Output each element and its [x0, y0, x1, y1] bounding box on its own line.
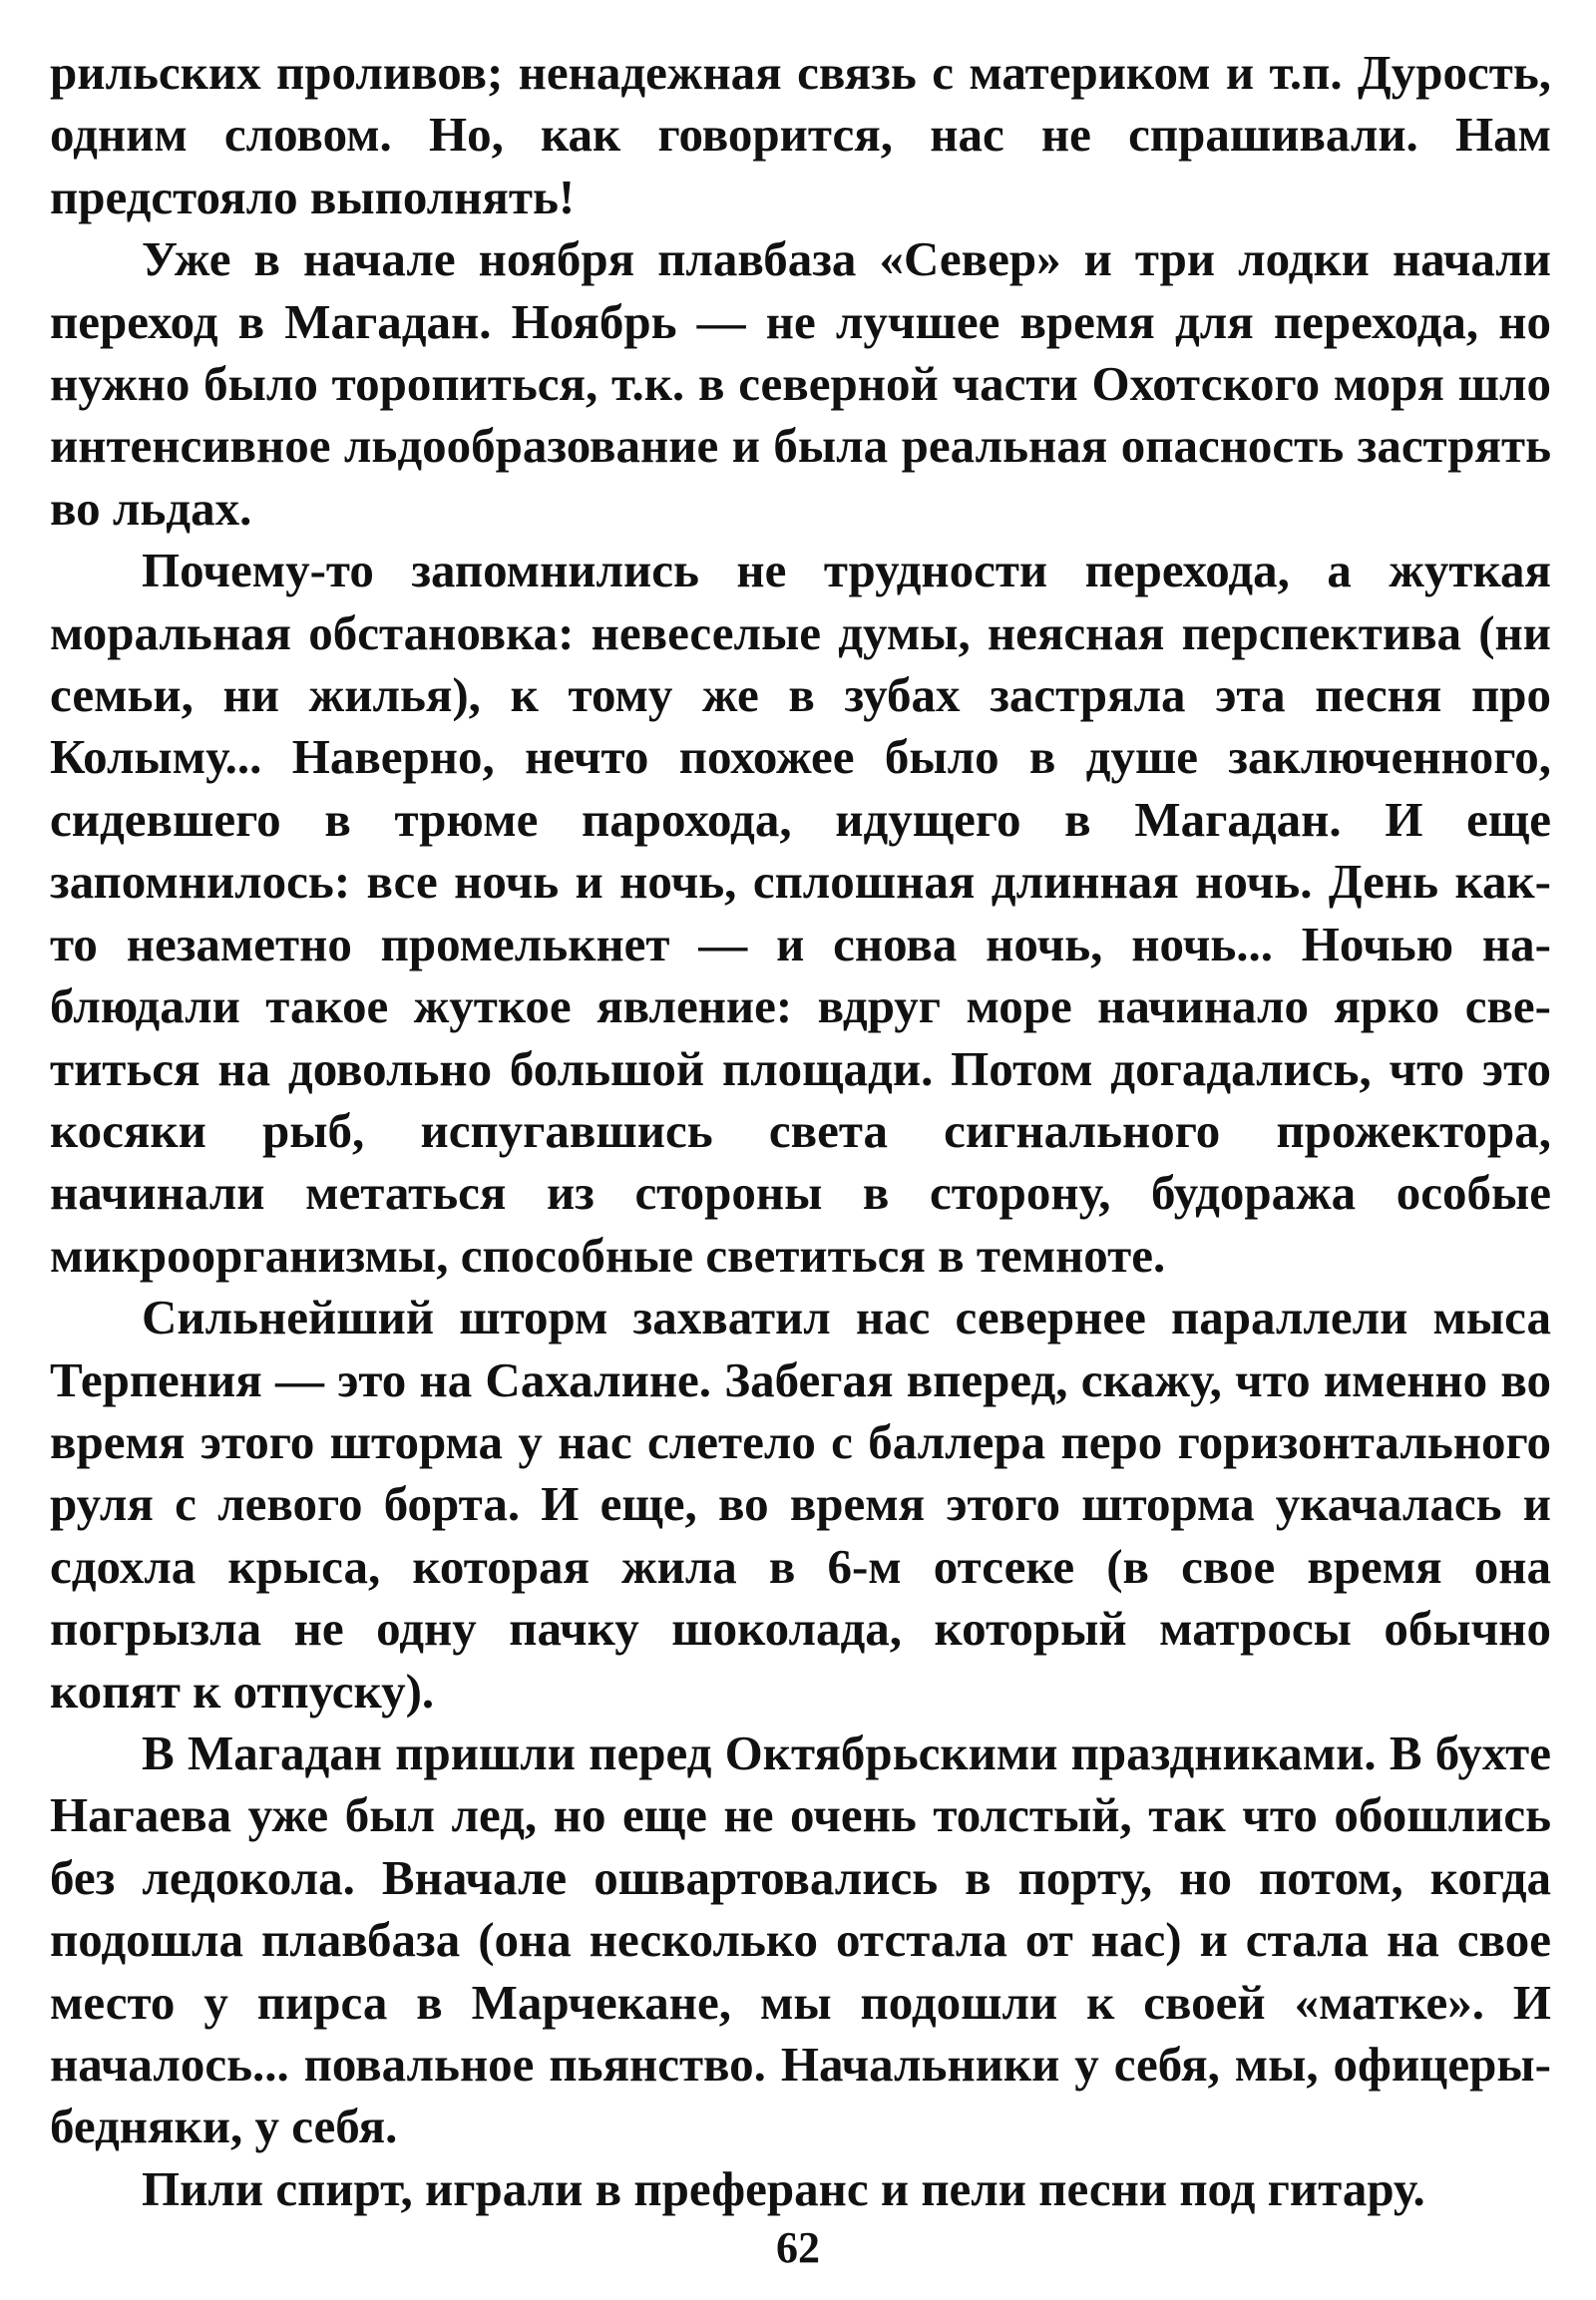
page-text-body [50, 42, 1551, 2220]
paragraph-1: рильских проливов; ненадежная связь с материком и т.п. Дурость, одним словом. Но, как говорится, нас не спрашивали. Нам предстояло выполнять! [50, 45, 1551, 224]
paragraph-6: Пили спирт, играли в преферанс и пели песни под гитару. [142, 2160, 1425, 2216]
page-number: 62 [776, 2223, 820, 2272]
paragraph-2: Уже в начале ноября плавбаза «Север» и три лодки начали переход в Магадан. Ноябрь — не лучшее время для перехода, но нужно было торопиться, т.к. в северной части Охотского моря шло интенсивное льдообразование и была реальная опасность застрять во льдах. [50, 231, 1551, 536]
paragraph-5: В Магадан пришли перед Октябрьскими праздниками. В бухте Нагаева уже был лед, но еще не очень толстый, так что обошлись без ледокола. Вначале ошвартовались в порту, но потом, когда подошла плавбаза (она несколько отстала от нас) и стала на свое место у пирса в Марчекане, мы подошли к своей «матке». И началось... повальное пьянство. Начальники у себя, мы, офицеры-бедняки, у себя. [50, 1725, 1551, 2154]
paragraph-4: Сильнейший шторм захватил нас севернее параллели мыса Терпения — это на Сахалине. Забегая вперед, скажу, что именно во время этого шторма у нас слетело с баллера перо горизонтального руля с левого борта. И еще, во время этого шторма укачалась и сдохла крыса, которая жила в 6-м отсеке (в свое время она погрызла не одну пачку шоколада, который матросы обычно копят к отпуску). [50, 1290, 1551, 1719]
paragraph-3: Почему-то запомнились не трудности перехода, а жуткая моральная обстановка: невеселые думы, неясная перспектива (ни семьи, ни жилья), к тому же в зубах застряла эта песня про Колыму... Наверно, нечто похожее было в душе заключенного, сидевшего в трюме парохода, идущего в Магадан. И еще запомнилось: все ночь и ночь, сплошная длинная ночь. День как-то незаметно промелькнет — и снова ночь, ночь... Ночью наблюдали такое жуткое явление: вдруг море начинало ярко светиться на довольно большой площади. Потом догадались, что это косяки рыб, испугавшись света сигнального прожектора, начинали метаться из стороны в сторону, будоража особые микроорганизмы, способные светиться в темноте. [50, 543, 1551, 1283]
